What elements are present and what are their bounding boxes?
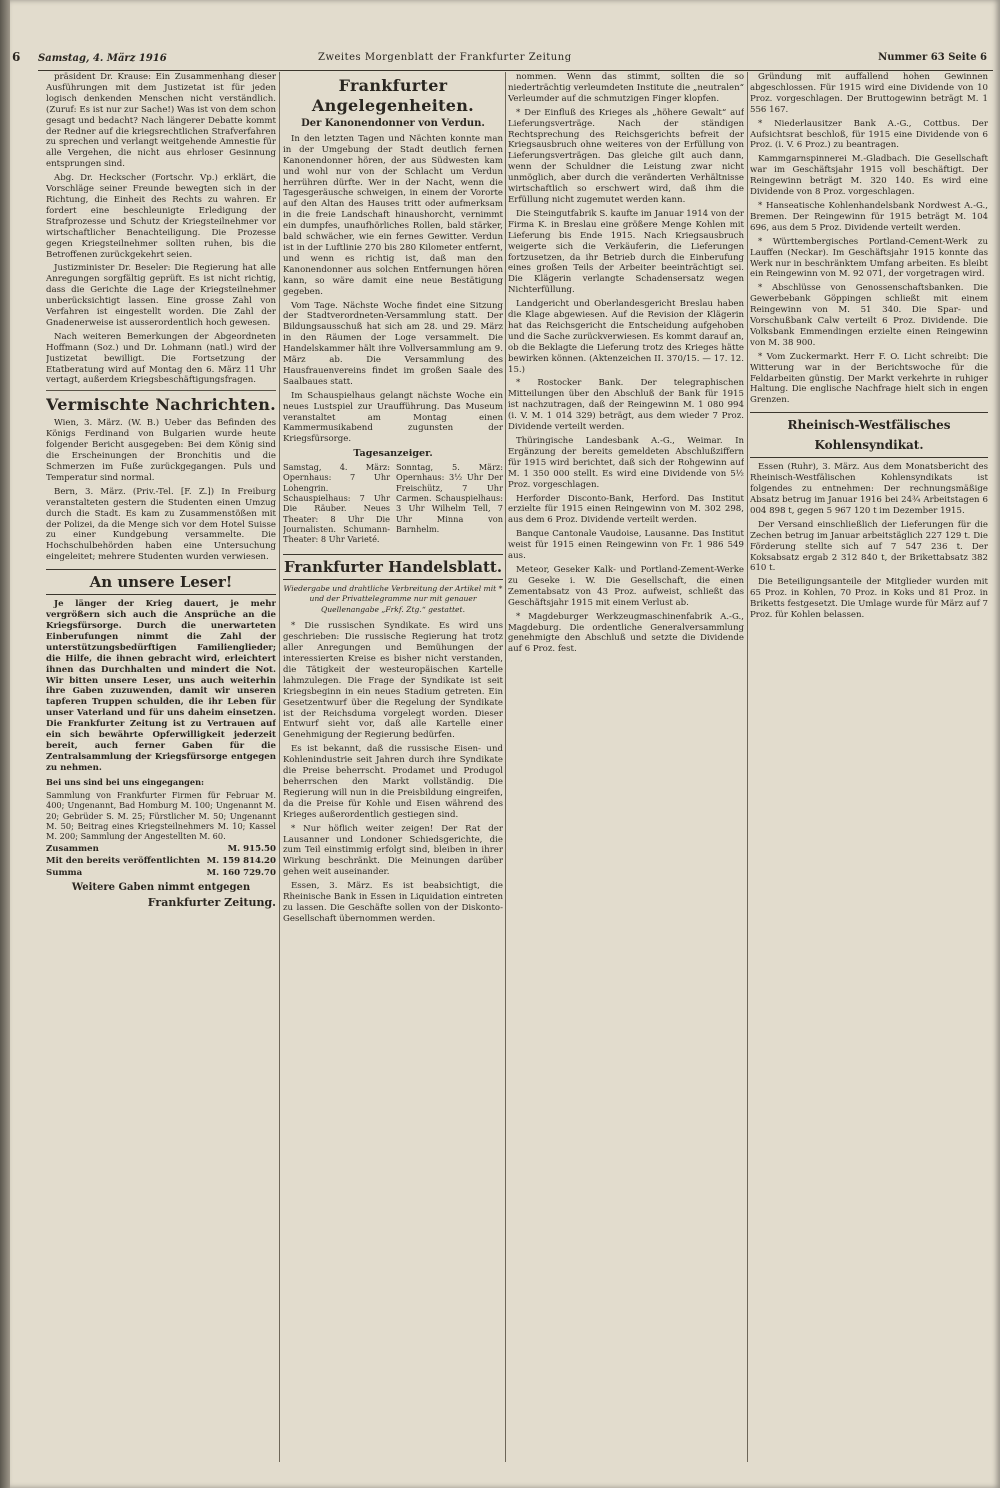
issue-number: Nummer 63 Seite 6 [878,52,987,63]
appeal-heading: An unsere Leser! [46,569,276,595]
article-paragraph: Es ist bekannt, daß die russische Eisen- und Kohlenindustrie seit Jahren durch ihre Syndikate die Preise beherrscht. Prodamet und Produgol beherrschen den Markt vollständig. Die Regierung will nun in die Preisbildung eingreifen, da die Preise für Kohle und Eisen während des Krieges außerordentlich gestiegen sind. [283,744,503,820]
theater-listings [283,462,503,547]
column-4 [750,72,988,1456]
article-paragraph: präsident Dr. Krause: Ein Zusammenhang dieser Ausführungen mit dem Justizetat ist für jeden logisch denkenden Menschen nicht verständlich. (Zuruf: Es ist nur zur Sache!) Was ist von dem schon gesagt und bedacht? Nach längerer Debatte kommt der Redner auf die kriegsrechtlichen Strafverfahren zu sprechen und verlangt weitgehende Amnestie für alle Vergehen, die nicht aus ehrloser Gesinnung entsprungen sind. [46,72,276,170]
article-paragraph: Meteor, Geseker Kalk- und Portland-Zement-Werke zu Geseke i. W. Die Gesellschaft, die einen Zementabsatz von 43 Proz. aufweist, schließt das Geschäftsjahr 1915 mit einem Verlust ab. [508,564,744,608]
article-paragraph: Der Versand einschließlich der Lieferungen für die Zechen betrug im Januar arbeitstäglich 227 129 t. Die Förderung stellte sich auf 7 547 236 t. Der Koksabsatz ergab 2 312 840 t, der Brikettabsatz 382 610 t. [750,519,988,574]
article-paragraph: Landgericht und Oberlandesgericht Breslau haben die Klage abgewiesen. Auf die Revision der Klägerin hat das Reichsgericht die Entscheidung aufgehoben und die Sache zurückverwiesen. Es kommt darauf an, ob die Beklagte die Lieferung trotz des Krieges hätte bewirken können. (Aktenzeichen II. 370/15. — 17. 12. 15.) [508,299,744,375]
dateline: Samstag, 4. März 1916 [38,53,167,64]
article-paragraph: Nach weiteren Bemerkungen der Abgeordneten Hoffmann (Soz.) und Dr. Lohmann (natl.) wird der Justizetat bewilligt. Die Fortsetzung der Etatberatung wird auf Montag den 6. März 11 Uhr vertagt, außerdem Kriegsbeschäftigungsfragen. [46,331,276,386]
article-paragraph: Vom Tage. Nächste Woche findet eine Sitzung der Stadtverordneten-Versammlung statt. Der Bildungsausschuß hat sich am 28. und 29. März in den Räumen der Loge versammelt. Die Handelskammer hält ihre Vollversammlung am 9. März ab. Die Versammlung des Hausfrauenvereins findet im großen Saale des Saalbaues statt. [283,300,503,387]
page-number: 6 [12,50,21,64]
total-label: Summa [46,868,83,879]
column-rule [747,72,748,1462]
listing-right: Sonntag, 5. März: Opernhaus: 3½ Uhr Der Freischütz, 7 Uhr Carmen. Schauspielhaus: 3 Uhr Wilhelm Tell, 7 Uhr Minna von Barnhelm. [396,462,503,534]
article-paragraph: Im Schauspielhaus gelangt nächste Woche ein neues Lustspiel zur Uraufführung. Das Museum veranstaltet am Montag einen Kammermusikabend zugunsten der Kriegsfürsorge. [283,390,503,445]
article-paragraph: Wien, 3. März. (W. B.) Ueber das Befinden des Königs Ferdinand von Bulgarien wurde heute folgender Bericht ausgegeben: Bei dem König sind die Erscheinungen der Bronchitis und die Schmerzen im Fuße zurückgegangen. Puls und Temperatur sind normal. [46,418,276,483]
article-paragraph: * Hanseatische Kohlenhandelsbank Nordwest A.-G., Bremen. Der Reingewinn für 1915 beträgt M. 104 696, aus dem 5 Proz. Dividende verteilt werden. [750,200,988,233]
masthead [38,50,993,71]
column-rule [279,72,280,1462]
column-2 [283,72,503,1456]
divider [46,390,276,391]
section-heading-coal: Rheinisch-Westfälisches Kohlensyndikat. [750,412,988,458]
total-row [46,868,276,879]
column-rule [505,72,506,1462]
article-paragraph: Justizminister Dr. Beseler: Die Regierung hat alle Anregungen sorgfältig geprüft. Es ist nicht richtig, dass die Gerichte die Lage der Kriegsteilnehmer unberücksichtigt lassen. Eine grosse Zahl von Verfahren ist eingestellt worden. Die Zahl der Gnadenerweise ist ausserordentlich hoch gewesen. [46,263,276,328]
article-paragraph: * Vom Zuckermarkt. Herr F. O. Licht schreibt: Die Witterung war in der Berichtswoche für die Feldarbeiten günstig. Der Markt verkehrte in ruhiger Haltung. Die englische Nachfrage hielt sich in engen Grenzen. [750,351,988,406]
sum-value: M. 915.50 [227,844,276,855]
article-paragraph: Thüringische Landesbank A.-G., Weimar. In Ergänzung der bereits gemeldeten Abschlußziffern für 1915 wird berichtet, daß sich der Rohgewinn auf M. 1 350 000 stellt. Es wird eine Dividende von 5½ Proz. vorgeschlagen. [508,436,744,490]
footer-note: Weitere Gaben nimmt entgegen [71,882,251,894]
article-paragraph: Essen, 3. März. Es ist beabsichtigt, die Rheinische Bank in Essen in Liquidation eintreten zu lassen. Die Geschäfte sollen von der Diskonto-Gesellschaft übernommen werden. [283,881,503,924]
article-paragraph: * Die russischen Syndikate. Es wird uns geschrieben: Die russische Regierung hat trotz aller Anregungen und Bemühungen der interessierten Kreise es bisher nicht verstanden, die Tätigkeit der westeuropäischen Kartelle lahmzulegen. Die Frage der Syndikate ist seit Kriegsbeginn in ein neues Stadium getreten. Ein Gesetzentwurf über die Regelung der Syndikate ist der Reichsduma vorgelegt worden. Dieser Entwurf sieht vor, daß alle Kartelle einer Genehmigung der Regierung bedürfen. [283,621,503,741]
reprint-note: Wiedergabe und drahtliche Verbreitung der Artikel mit * und der Privattelegramme nur mit genauer Quellenangabe „Frkf. Ztg.“ gestattet. [283,583,503,615]
signature: Frankfurter Zeitung. [147,896,276,910]
receipts-list: Sammlung von Frankfurter Firmen für Februar M. 400; Ungenannt, Bad Homburg M. 100; Ungenannt M. 20; Gebrüder S. M. 25; Fürstlicher M. 50; Ungenannt M. 50; Beitrag eines Kriegsteilnehmers M. 10; Kassel M. 200; Sammlung der Angestellten M. 60. [46,789,276,842]
article-paragraph: Die Beteiligungsanteile der Mitglieder wurden mit 65 Proz. in Kohlen, 70 Proz. in Koks und 81 Proz. in Briketts festgesetzt. Die Umlage wurde für März auf 7 Proz. für Kohlen belassen. [750,577,988,621]
sum-row [46,844,276,855]
total-value: M. 160 729.70 [206,868,276,879]
page-binding-edge [0,0,10,1488]
article-paragraph: Gründung mit auffallend hohen Gewinnen abgeschlossen. Für 1915 wird eine Dividende von 10 Proz. vorgeschlagen. Der Bruttogewinn beträgt M. 1 556 167. [750,72,988,115]
sum-value: M. 159 814.20 [206,856,276,867]
receipts-intro: Bei uns sind bei uns eingegangen: [46,776,205,787]
section-heading-local: Frankfurter Angelegenheiten. [311,76,475,115]
column-3 [508,72,744,1456]
article-paragraph: Kammgarnspinnerei M.-Gladbach. Die Gesellschaft war im Geschäftsjahr 1915 voll beschäftigt. Der Reingewinn beträgt M. 320 140. Es wird eine Dividende von 8 Proz. vorgeschlagen. [750,154,988,198]
article-paragraph: nommen. Wenn das stimmt, sollten die so niederträchtig verleumdeten Institute die „neutralen“ Verleumder auf die schmutzigen Finger klopfen. [508,72,744,104]
section-heading-trade: Frankfurter Handelsblatt. [283,554,503,580]
article-paragraph: * Magdeburger Werkzeugmaschinenfabrik A.-G., Magdeburg. Die ordentliche Generalversammlung genehmigte den Abschluß und setzte die Dividende auf 6 Proz. fest. [508,611,744,655]
article-paragraph: Abg. Dr. Heckscher (Fortschr. Vp.) erklärt, die Vorschläge seiner Freunde bewegten sich in der Richtung, die Einheit des Rechts zu wahren. Er fordert eine beschleunigte Erledigung der Strafprozesse und Schutz der Kriegsteilnehmer vor wirtschaftlicher Benachteiligung. Die Prozesse gegen Kriegsteilnehmer sollten ruhen, bis die Betroffenen zurückgekehrt seien. [46,173,276,260]
appeal-text: Je länger der Krieg dauert, je mehr vergrößern sich auch die Ansprüche an die Kriegsfürsorge. Durch die unerwarteten Einberufungen nimmt die Zahl der unterstützungsbedürftigen Familienglieder; die Hilfe, die ihnen gebracht wird, erleichtert ihnen das Durchhalten und mindert die Not. Wir bitten unsere Leser, uns auch weiterhin ihre Gaben zuzuwenden, damit wir unseren tapferen Truppen schulden, die ihr Leben für unser Vaterland und für uns daheim einsetzen. Die Frankfurter Zeitung ist zu Vertrauen auf ein sich bewährte Opferwilligkeit jederzeit bereit, auch ferner Gaben für die Zentralsammlung der Kriegsfürsorge entgegen zu nehmen. [46,599,276,773]
listing-left: Samstag, 4. März: Opernhaus: 7 Uhr Lohengrin. Schauspielhaus: 7 Uhr Die Räuber. Neues Theater: 8 Uhr Die Journalisten. Schumann-Theater: 8 Uhr Varieté. [283,462,390,545]
column-1 [46,72,276,1456]
article-paragraph: Bern, 3. März. (Priv.-Tel. [F. Z.]) In Freiburg veranstalteten gestern die Studenten einen Umzug durch die Stadt. Es kam zu Zusammenstößen mit der Polizei, da die Menge sich vor dem Hotel Suisse zu einer Kundgebung versammelte. Die Hochschulbehörden haben eine Untersuchung eingeleitet; mehrere Studenten wurden verwiesen. [46,486,276,563]
article-paragraph: Die Steingutfabrik S. kaufte im Januar 1914 von der Firma K. in Breslau eine größere Menge Kohlen mit Lieferung bis Ende 1915. Nach Kriegsausbruch weigerte sich die Verkäuferin, die Lieferungen fortzusetzen, da ihr Betrieb durch die Einberufung eines großen Teils der Arbeiter beeinträchtigt sei. Die Klägerin verlangte Schadensersatz wegen Nichterfüllung. [508,208,744,296]
sum-label: Zusammen [46,844,99,855]
listings-heading: Tagesanzeiger. [353,448,433,460]
article-paragraph: Banque Cantonale Vaudoise, Lausanne. Das Institut weist für 1915 einen Reingewinn von Fr. 1 986 549 aus. [508,529,744,562]
sum-label: Mit den bereits veröffentlichten [46,856,201,867]
section-heading-misc: Vermischte Nachrichten. [46,395,276,415]
article-paragraph: * Abschlüsse von Genossenschaftsbanken. Die Gewerbebank Göppingen schließt mit einem Reingewinn von M. 51 340. Die Spar- und Vorschußbank Calw verteilt 6 Proz. Dividende. Die Volksbank Emmendingen erzielte einen Reingewinn von M. 38 900. [750,283,988,348]
article-paragraph: * Niederlausitzer Bank A.-G., Cottbus. Der Aufsichtsrat beschloß, für 1915 eine Dividende von 6 Proz. (i. V. 6 Proz.) zu beantragen. [750,118,988,151]
article-title: Der Kanonendonner von Verdun. [301,118,485,129]
article-paragraph: * Der Einfluß des Krieges als „höhere Gewalt“ auf Lieferungsverträge. Nach der ständigen Rechtsprechung des Reichsgerichts befreit der Kriegsausbruch ohne weiteres von der Erfüllung von Lieferungsverträgen. Das gleiche gilt auch dann, wenn der Schuldner die Leistung zwar nicht unmöglich, aber durch die veränderten Verhältnisse wirtschaftlich so erschwert wird, daß ihm die Erfüllung nicht zugemutet werden kann. [508,107,744,205]
article-paragraph: * Nur höflich weiter zeigen! Der Rat der Lausanner und Londoner Schiedsgerichte, die zum Teil einstimmig erfolgt sind, bleiben in ihrer Wirkung beschränkt. Die Meinungen darüber gehen weit auseinander. [283,823,503,878]
article-paragraph: In den letzten Tagen und Nächten konnte man in der Umgebung der Stadt deutlich fernen Kanonendonner hören, der aus Südwesten kam und wohl nur von der Schlacht um Verdun herrühren dürfte. Wer in der Nacht, wenn die Tagesgeräusche schweigen, in einem der Vororte auf den Altan des Hauses tritt oder aufmerksam in die freie Landschaft hinaushorcht, vernimmt ein dumpfes, unaufhörliches Rollen, bald stärker, bald schwächer, wie ein fernes Gewitter. Verdun ist in der Luftlinie 270 bis 280 Kilometer entfernt, und wenn es richtig ist, daß man den Kanonendonner aus solchen Entfernungen hören kann, so wäre damit eine neue Bestätigung gegeben. [283,133,503,297]
sum-row [46,856,276,867]
article-paragraph: * Rostocker Bank. Der telegraphischen Mitteilungen über den Abschluß der Bank für 1915 ist nachzutragen, daß der Reingewinn M. 1 080 994 (i. V. M. 1 014 329) beträgt, aus dem wieder 7 Proz. Dividende verteilt werden. [508,378,744,433]
article-paragraph: Herforder Disconto-Bank, Herford. Das Institut erzielte für 1915 einen Reingewinn von M. 302 298, aus dem 6 Proz. Dividende verteilt werden. [508,493,744,526]
article-paragraph: * Württembergisches Portland-Cement-Werk zu Lauffen (Neckar). Im Geschäftsjahr 1915 konnte das Werk nur in beschränktem Umfang arbeiten. Es bleibt ein Reingewinn von M. 92 071, der vorgetragen wird. [750,236,988,280]
edition-title: Zweites Morgenblatt der Frankfurter Zeitung [318,52,572,63]
article-paragraph: Essen (Ruhr), 3. März. Aus dem Monatsbericht des Rheinisch-Westfälischen Kohlensyndikats ist folgendes zu entnehmen: Der rechnungsmäßige Absatz betrug im Januar 1916 bei 24¾ Arbeitstagen 6 004 898 t, gegen 5 967 120 t im Dezember 1915. [750,462,988,516]
